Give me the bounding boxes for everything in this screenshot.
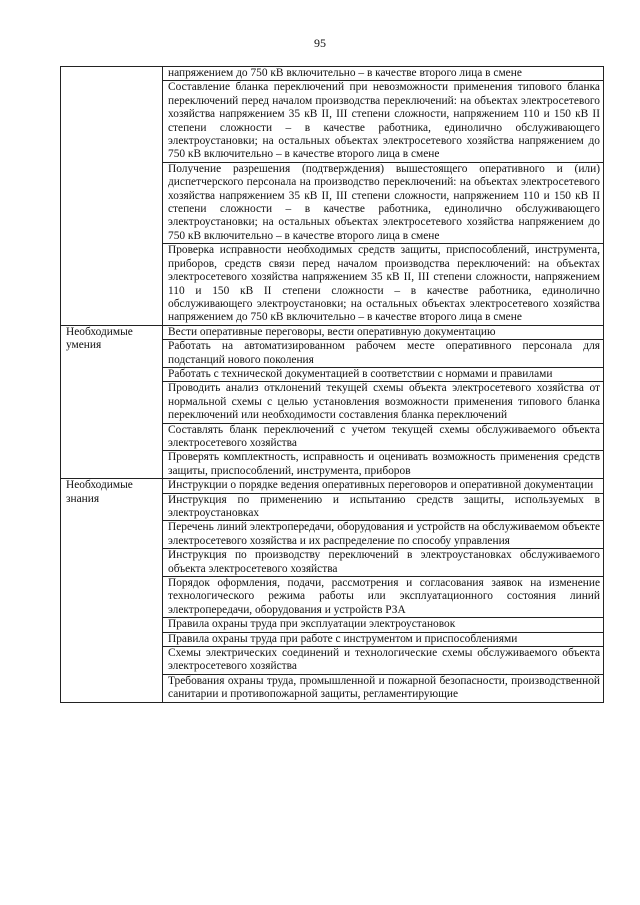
section-label: Необходимые знания [61, 479, 163, 703]
section-label: Необходимые умения [61, 325, 163, 478]
table-row [61, 479, 604, 493]
section-label [61, 67, 163, 326]
table-cell: Правила охраны труда при эксплуатации электроустановок [163, 618, 604, 632]
table-body [61, 67, 604, 703]
table-cell: Порядок оформления, подачи, рассмотрения и согласования заявок на изменение технологического режима работы или эксплуатационного состояния линий электропередачи, оборудования и устройств РЗА [163, 577, 604, 618]
table-cell: Проверка исправности необходимых средств защиты, приспособлений, инструмента, приборов, средств связи перед началом производства переключений: на объектах электросетевого хозяйства напряжением 35 кВ II, III степени сложности, напряжением 110 и 150 кВ II степени сложности – в качестве работника, единолично обслуживающего электроустановки; на остальных объектах электросетевого хозяйства напряжением до 750 кВ включительно – в качестве второго лица в смене [163, 244, 604, 325]
table-cell: Инструкции о порядке ведения оперативных переговоров и оперативной документации [163, 479, 604, 493]
page-bottom-margin [0, 850, 640, 905]
table-cell: Составление бланка переключений при невозможности применения типового бланка переключений перед началом производства переключений: на объектах электросетевого хозяйства напряжением 35 кВ II, III степени сложности, напряжением 110 и 150 кВ II степени сложности – в качестве работника, единолично обслуживающего электроустановки; на остальных объектах электросетевого хозяйства напряжением до 750 кВ включительно – в качестве второго лица в смене [163, 81, 604, 162]
table-cell: Требования охраны труда, промышленной и пожарной безопасности, производственной санитарии и противопожарной защиты, регламентирующие [163, 674, 604, 702]
table-row [61, 67, 604, 81]
competency-table [60, 66, 604, 703]
table-cell: напряжением до 750 кВ включительно – в качестве второго лица в смене [163, 67, 604, 81]
table-row [61, 325, 604, 339]
table-cell: Получение разрешения (подтверждения) вышестоящего оперативного и (или) диспетчерского персонала на производство переключений: на объектах электросетевого хозяйства напряжением 35 кВ II, III степени сложности, напряжением 110 и 150 кВ II степени сложности – в качестве работника, единолично обслуживающего электроустановки; на остальных объектах электросетевого хозяйства напряжением до 750 кВ включительно – в качестве второго лица в смене [163, 162, 604, 243]
table-cell: Составлять бланк переключений с учетом текущей схемы обслуживаемого объекта электросетевого хозяйства [163, 423, 604, 451]
table-cell: Схемы электрических соединений и технологические схемы обслуживаемого объекта электросетевого хозяйства [163, 647, 604, 675]
table-cell: Перечень линий электропередачи, оборудования и устройств на обслуживаемом объекте электросетевого хозяйства и их распределение по способу управления [163, 521, 604, 549]
table-cell: Работать с технической документацией в соответствии с нормами и правилами [163, 367, 604, 381]
table-cell: Вести оперативные переговоры, вести оперативную документацию [163, 325, 604, 339]
table-cell: Работать на автоматизированном рабочем месте оперативного персонала для подстанций нового поколения [163, 340, 604, 368]
table-cell: Инструкция по применению и испытанию средств защиты, используемых в электроустановках [163, 493, 604, 521]
table-cell: Проверять комплектность, исправность и оценивать возможность применения средств защиты, приспособлений, инструмента, приборов [163, 451, 604, 479]
table-cell: Инструкция по производству переключений в электроустановках обслуживаемого объекта электросетевого хозяйства [163, 549, 604, 577]
table-cell: Правила охраны труда при работе с инструментом и приспособлениями [163, 632, 604, 646]
page-number: 95 [314, 36, 326, 50]
table-cell: Проводить анализ отклонений текущей схемы объекта электросетевого хозяйства от нормальной схемы с целью установления возможности применения типового бланка переключений или необходимости составления бланка переключений [163, 382, 604, 423]
